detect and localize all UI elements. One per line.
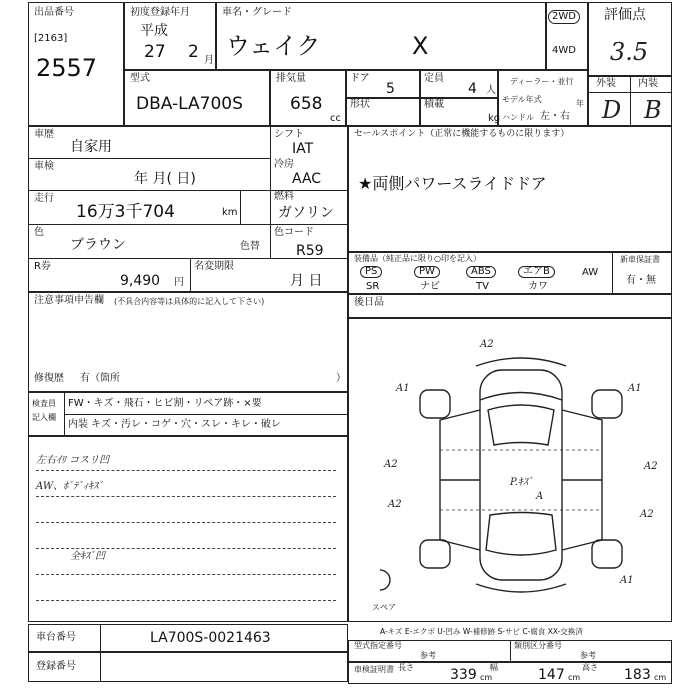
- height: 183: [624, 667, 651, 683]
- equip-airbag: [518, 266, 555, 278]
- drive-2wd: [548, 10, 580, 24]
- selling-label: セールスポイント（正常に機能するものに限ります）: [354, 129, 570, 139]
- dealer-label: ディーラー・並行: [510, 77, 574, 86]
- shift: IAT: [292, 141, 314, 157]
- width-unit: cm: [568, 673, 581, 682]
- cert-label: 車検証明書: [354, 665, 394, 674]
- caution-box: [28, 292, 348, 392]
- handle-value: 左・右: [540, 111, 570, 122]
- hand-note-1: 左右ｲﾘ コスリ凹: [36, 455, 110, 466]
- length-unit: cm: [480, 673, 493, 682]
- score-label: 評価点: [604, 7, 646, 23]
- fuel-label: 燃料: [274, 191, 294, 202]
- mileage: 16万3千704: [76, 202, 175, 222]
- color-code-label: 色コード: [274, 227, 314, 238]
- grade: X: [412, 32, 429, 60]
- hand-note-2: AW、ﾎﾞﾃﾞｨｷｽﾞ: [36, 481, 104, 492]
- equip-pw: [414, 266, 440, 278]
- mark-left-front-a1: A1: [396, 383, 410, 394]
- height-unit: cm: [654, 673, 667, 682]
- chassis-label: 車台番号: [36, 632, 76, 643]
- class-no-value: 参考: [580, 651, 596, 660]
- equip-abs-text: ABS: [466, 266, 496, 278]
- shape-label: 形状: [350, 99, 370, 110]
- reg-month: 2: [188, 42, 199, 62]
- first-reg-label: 初度登録年月: [130, 7, 190, 18]
- car-right-mirror: [592, 390, 622, 418]
- equip-ps: [360, 266, 382, 278]
- interior-grade: B: [644, 96, 662, 124]
- usage-label: 車歴: [34, 129, 54, 140]
- equip-airbag-text: エアB: [518, 266, 555, 278]
- mileage-label: 走行: [34, 193, 54, 204]
- mark-roof-a: A: [536, 491, 544, 502]
- score: 3.5: [610, 38, 649, 66]
- selling-text: ★両側パワースライドドア: [358, 174, 547, 193]
- lot-number: 2557: [36, 54, 98, 82]
- name-label: 車名・グレード: [222, 7, 292, 18]
- recycle: 9,490: [120, 273, 161, 289]
- car-name: ウェイク: [226, 32, 321, 60]
- car-rear-window: [486, 513, 556, 556]
- drive-4wd: 4WD: [552, 45, 576, 56]
- width: 147: [538, 667, 565, 683]
- color-code: R59: [296, 243, 324, 259]
- mark-left-rear-a2: A2: [388, 499, 402, 510]
- type-no-label: 型式指定番号: [354, 641, 402, 650]
- equip-abs: [466, 266, 496, 278]
- spare-label: スペア: [372, 603, 396, 612]
- inspector-label-2: 記入欄: [32, 413, 56, 422]
- ac: AAC: [292, 171, 322, 187]
- model: DBA-LA700S: [136, 94, 243, 114]
- exterior-label: 外装: [596, 78, 616, 89]
- era: 平成: [140, 23, 168, 39]
- handle-label: ハンドル: [502, 113, 534, 122]
- mark-roof-p: P.ｷｽﾞ: [510, 477, 533, 488]
- load-label: 積載: [424, 99, 444, 110]
- mark-left-door-a2: A2: [384, 459, 398, 470]
- kg-unit: kg: [488, 113, 501, 124]
- fuel: ガソリン: [278, 205, 334, 221]
- inspection-value: 年 月( 日): [134, 171, 196, 187]
- length-label: 長さ: [398, 663, 414, 672]
- exterior-grade: D: [602, 96, 622, 124]
- car-hood-line: [480, 393, 562, 401]
- after-label: 後日品: [354, 297, 384, 308]
- equip-leather: カワ: [528, 281, 548, 292]
- equip-pw-text: PW: [414, 266, 440, 278]
- reg-year: 27: [144, 42, 166, 62]
- cc-unit: cc: [330, 113, 341, 124]
- diagram-legend: A-キズ E-エクボ U-凹み W-補修跡 S-サビ C-腐食 XX-交換済: [380, 627, 583, 636]
- month-unit: 月: [204, 55, 214, 66]
- color: ブラウン: [70, 237, 126, 253]
- height-label: 高さ: [582, 663, 598, 672]
- warranty-value: 有・無: [626, 275, 656, 286]
- car-left-rear-bumper: [420, 540, 450, 568]
- interior-label: 内装: [638, 78, 658, 89]
- ac-label: 冷房: [274, 159, 294, 170]
- mark-front-a2: A2: [480, 339, 494, 350]
- car-front-bumper: [476, 358, 566, 366]
- caution-sub: (不具合内容等は具体的に記入して下さい): [114, 297, 265, 306]
- mark-right-front-a1: A1: [628, 383, 642, 394]
- repair-close: ）: [336, 373, 346, 384]
- inspector-row-2: 内装 キズ・汚レ・コゲ・穴・スレ・キレ・破レ: [68, 419, 281, 430]
- equip-aw: AW: [582, 267, 599, 278]
- repair-value: 有（箇所: [80, 373, 120, 384]
- equipment-label: 装備品（純正品に限り○印を記入）: [354, 254, 481, 263]
- chassis: LA700S-0021463: [150, 630, 271, 646]
- warranty-label: 新車保証書: [620, 255, 660, 264]
- name-change-label: 名変期限: [194, 261, 234, 272]
- length: 339: [450, 667, 477, 683]
- car-roof-outline: [480, 370, 562, 580]
- inspector-label-1: 検査員: [32, 399, 56, 408]
- lot-label: 出品番号: [34, 7, 74, 18]
- door-label: ドア: [350, 73, 370, 84]
- usage: 自家用: [70, 139, 112, 155]
- equip-sr: SR: [366, 281, 380, 292]
- car-diagram: [380, 340, 660, 610]
- car-windshield: [488, 405, 554, 445]
- spare-tire: [380, 570, 390, 590]
- year-unit: 年: [576, 99, 584, 108]
- recycle-label: R券: [34, 261, 51, 272]
- inspection-label: 車検: [34, 161, 54, 172]
- hand-note-3: 全ｷｽﾞ凹: [70, 551, 105, 562]
- width-label: 幅: [490, 663, 498, 672]
- car-right-rear-bumper: [592, 540, 622, 568]
- class-no-label: 類別区分番号: [514, 641, 562, 650]
- reg-no-box: [28, 652, 348, 682]
- mark-right-door-a2: A2: [644, 461, 658, 472]
- km-unit: km: [222, 207, 238, 218]
- model-year-label: モデル年式: [502, 95, 542, 104]
- car-left-mirror: [420, 390, 450, 418]
- equip-navi: ナビ: [420, 281, 440, 292]
- type-no-value: 参考: [420, 651, 436, 660]
- person-unit: 人: [486, 85, 496, 96]
- car-rear-bumper: [476, 584, 566, 592]
- capacity-label: 定員: [424, 73, 444, 84]
- mark-rear-a1: A1: [620, 575, 634, 586]
- doors: 5: [386, 81, 395, 97]
- yen-unit: 円: [174, 277, 184, 288]
- repaint-label: 色替: [240, 241, 260, 252]
- mark-right-rear-a2: A2: [640, 509, 654, 520]
- displacement-label: 排気量: [276, 73, 306, 84]
- reg-label: 登録番号: [36, 661, 76, 672]
- displacement: 658: [290, 94, 323, 114]
- inspector-row-1: FW・キズ・飛石・ヒビ割・リペア跡・×要: [68, 398, 262, 409]
- name-change-value: 月 日: [290, 273, 323, 289]
- color-label: 色: [34, 227, 44, 238]
- drive-2wd-text: 2WD: [552, 11, 576, 22]
- caution-label: 注意事項申告欄: [34, 295, 104, 306]
- equip-tv: TV: [476, 281, 489, 292]
- model-label: 型式: [130, 73, 150, 84]
- shift-label: シフト: [274, 129, 304, 140]
- capacity: 4: [468, 81, 477, 97]
- equip-ps-text: PS: [360, 266, 382, 278]
- after-box: [348, 294, 672, 318]
- lot-code: [2163]: [34, 33, 68, 44]
- repair-label: 修復歴: [34, 373, 64, 384]
